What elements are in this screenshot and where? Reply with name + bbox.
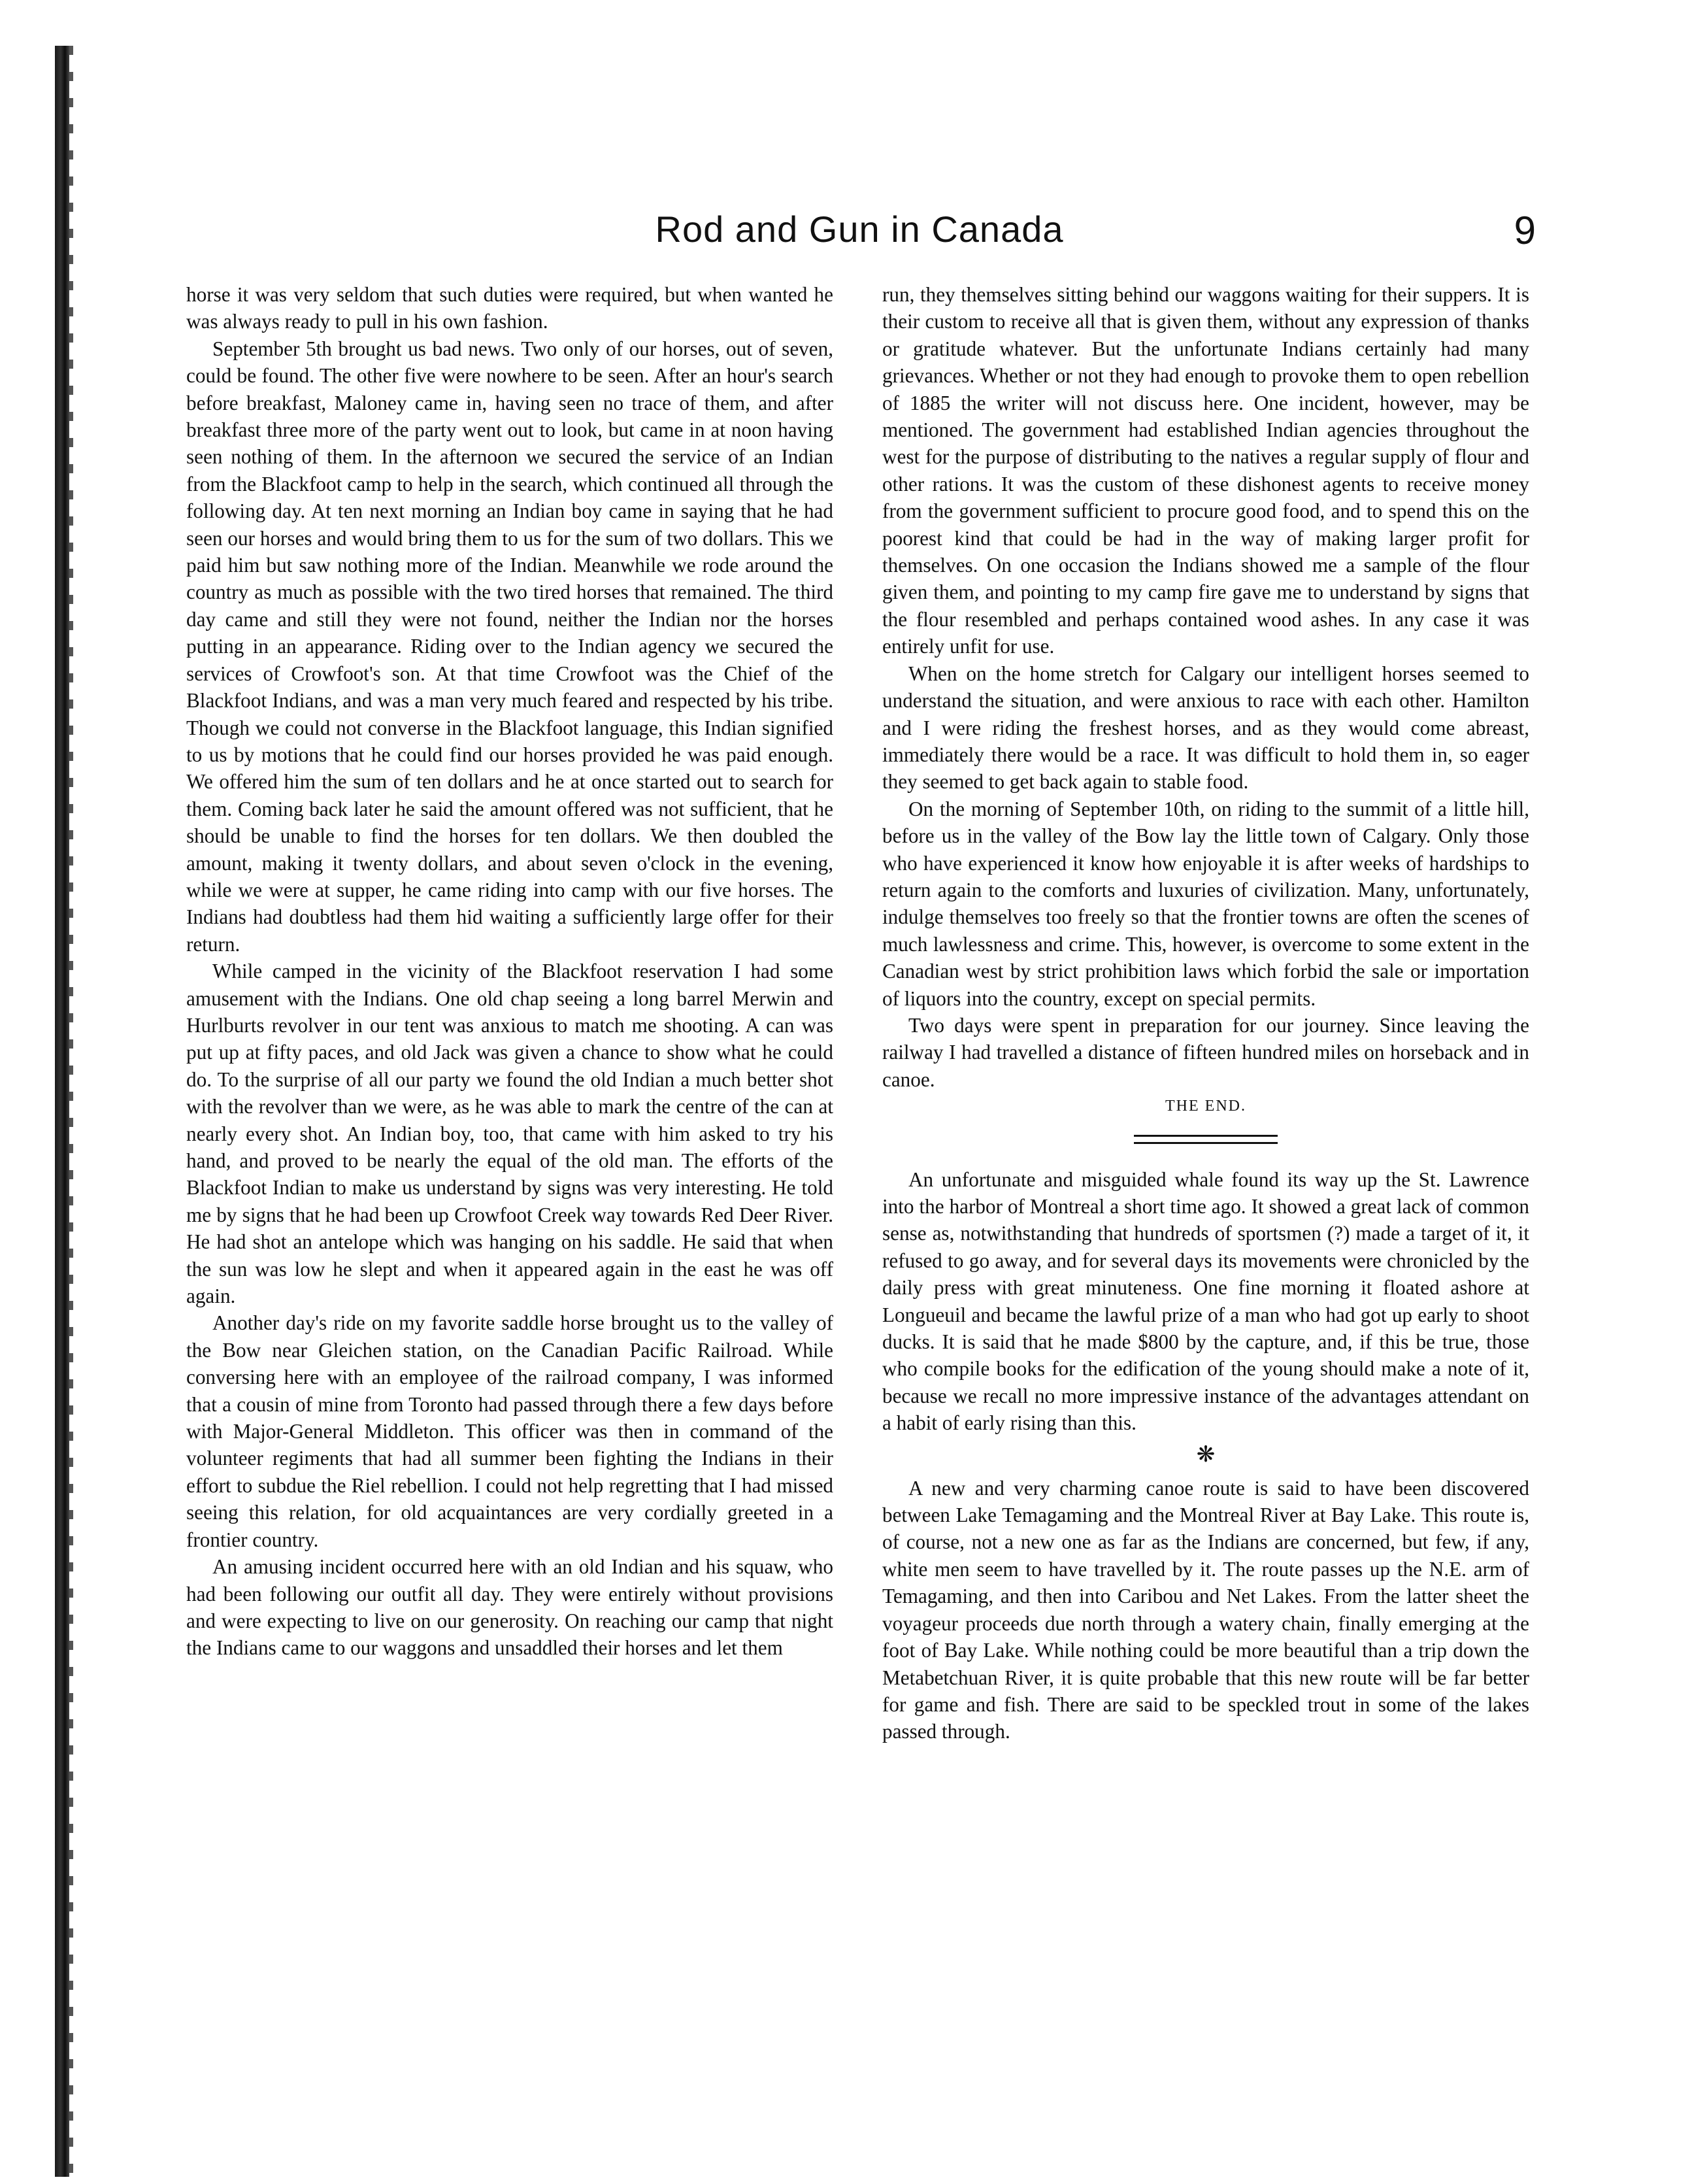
paragraph: run, they themselves sitting behind our waggons waiting for their suppers. It is their custom to receive all that is given them, without any expression of thanks or gratitude whatever. But the unfortunate Indians certainly had many grievances. Whether or not they had enough to provoke them to open rebellion of 1885 the writer will not discuss here. One incident, however, may be mentioned. The government had established Indian agencies throughout the west for the purpose of distributing to the natives a regular supply of flour and other rations. It was the custom of these dishonest agents to receive money from the government sufficient to procure good food, and to spend this on the poorest kind that could be had in the way of making larger profit for themselves. On one occasion the Indians showed me a sample of the flour given them, and pointing to my camp fire gave me to understand by signs that the flour resembled and perhaps contained wood ashes. In any case it was entirely unfit for use.	[882, 283, 1529, 658]
paragraph: On the morning of September 10th, on riding to the summit of a little hill, before us in the valley of the Bow lay the little town of Calgary. Only those who have experienced it know how enjoyable it is after weeks of hardships to return again to the comforts and luxuries of civilization. Many, unfortunately, indulge themselves too freely so that the frontier towns are often the scenes of much lawlessness and crime. This, however, is overcome to some extent in the Canadian west by strict prohibition laws which forbid the sale or importation of liquors into the country, except on special permits.	[882, 797, 1529, 1010]
page-number: 9	[1514, 209, 1536, 252]
paragraph: When on the home stretch for Calgary our intelligent horses seemed to understand the situation, and were anxious to race with each other. Hamilton and I were riding the freshest horses, and as they would come abreast, immediately there would be a race. It was difficult to hold them in, so eager they seemed to get back again to stable food.	[882, 662, 1529, 794]
page-binding-edge	[55, 46, 69, 2177]
paragraph: September 5th brought us bad news. Two only of our horses, out of seven, could be found. The other five were nowhere to be seen. After an hour's search before breakfast, Maloney came in, having seen no trace of them, and after breakfast three more of the party went out to look, but came in at noon having seen nothing of them. In the afternoon we secured the service of an Indian from the Blackfoot camp to help in the search, which continued all through the following day. At ten next morning an Indian boy came in saying that he had seen our horses and would bring them to us for the sum of two dollars. This we paid him but saw nothing more of the Indian. Meanwhile we rode around the country as much as possible with the two tired horses that remained. The third day came and still they were not found, neither the Indian nor the horses putting in an appearance. Riding over to the Indian agency we secured the services of Crowfoot's son. At that time Crowfoot was the Chief of the Blackfoot Indians, and was a man very much feared and respected by his tribe. Though we could not converse in the Blackfoot language, this Indian signified to us by motions that he could find our horses provided he was paid enough. We offered him the sum of ten dollars and he at once started out to search for them. Coming back later he said the amount offered was not sufficient, that he should be unable to find the horses for ten dollars. We then doubled the amount, making it twenty dollars, and about seven o'clock in the evening, while we were at supper, he came riding into camp with our five horses. The Indians had doubtless had them hid waiting a sufficiently large offer for their return.	[186, 337, 833, 956]
running-title: Rod and Gun in Canada	[655, 209, 1064, 250]
paragraph: While camped in the vicinity of the Blackfoot reservation I had some amusement with the Indians. One old chap seeing a long barrel Merwin and Hurlburts revolver in our tent was anxious to match me shooting. A can was put up at fifty paces, and old Jack was given a chance to show what he could do. To the surprise of all our party we found the old Indian a much better shot with the revolver than we were, as he was able to mark the centre of the can at nearly every shot. An Indian boy, too, that came with him asked to try his hand, and proved to be nearly the equal of the old man. The efforts of the Blackfoot Indian to make us understand by signs was very interesting. He told me by signs that he had been up Crowfoot Creek way towards Red Deer River. He had shot an antelope which was hanging on his saddle. He said that when the sun was low he slept and when it appeared again in the east he was off again.	[186, 960, 833, 1308]
paragraph: horse it was very seldom that such duties were required, but when wanted he was always ready to pull in his own fashion.	[186, 283, 833, 333]
paragraph: Another day's ride on my favorite saddle horse brought us to the valley of the Bow near Gleichen station, on the Canadian Pacific Railroad. While conversing here with an employee of the railroad company, I was informed that a cousin of mine from Toronto had passed through there a few days before with Major-General Middleton. This officer was then in command of the volunteer regiments that had all summer been fighting the Indians in their effort to subdue the Riel rebellion. I could not help regretting that I had missed seeing this relation, for old acquaintances are very cordially greeted in a frontier country.	[186, 1311, 833, 1551]
paragraph: An amusing incident occurred here with an old Indian and his squaw, who had been following our outfit all day. They were entirely without provisions and were expecting to live on our generosity. On reaching our camp that night the Indians came to our waggons and unsaddled their horses and let them	[186, 1555, 833, 1660]
the-end-heading: THE END.	[1165, 1098, 1246, 1115]
paragraph: Two days were spent in preparation for our journey. Since leaving the railway I had travelled a distance of fifteen hundred miles on horseback and in canoe.	[882, 1013, 1529, 1091]
right-column	[882, 281, 1529, 1745]
paragraph: An unfortunate and misguided whale found its way up the St. Lawrence into the harbor of Montreal a short time ago. It showed a great lack of common sense as, notwithstanding that hundreds of sportsmen (?) made a target of it, it refused to go away, and for several days its movements were chronicled by the daily press with great minuteness. One fine morning it floated ashore at Longueuil and became the lawful prize of a man who had got up early to shoot ducks. It is said that he made $800 by the capture, and, if this be true, those who compile books for the edification of the young should make a note of it, because we recall no more impressive instance of the advantages attendant on a habit of early rising than this.	[882, 1168, 1529, 1435]
page-header	[183, 208, 1536, 267]
section-divider-rule	[1134, 1135, 1278, 1144]
asterism-divider: ❋	[1196, 1442, 1216, 1467]
left-column	[186, 281, 833, 1662]
paragraph: A new and very charming canoe route is said to have been discovered between Lake Temagaming and the Montreal River at Bay Lake. This route is, of course, not a new one as far as the Indians are concerned, but few, if any, white men seem to have travelled by it. The route passes up the N.E. arm of Temagaming, and then into Caribou and Net Lakes. From the latter sheet the voyageur proceeds due north through a watery chain, finally emerging at the foot of Bay Lake. While nothing could be more beautiful than a trip down the Metabetchuan River, it is quite probable that this new route will be far better for game and fish. There are said to be speckled trout in some of the lakes passed through.	[882, 1476, 1529, 1743]
